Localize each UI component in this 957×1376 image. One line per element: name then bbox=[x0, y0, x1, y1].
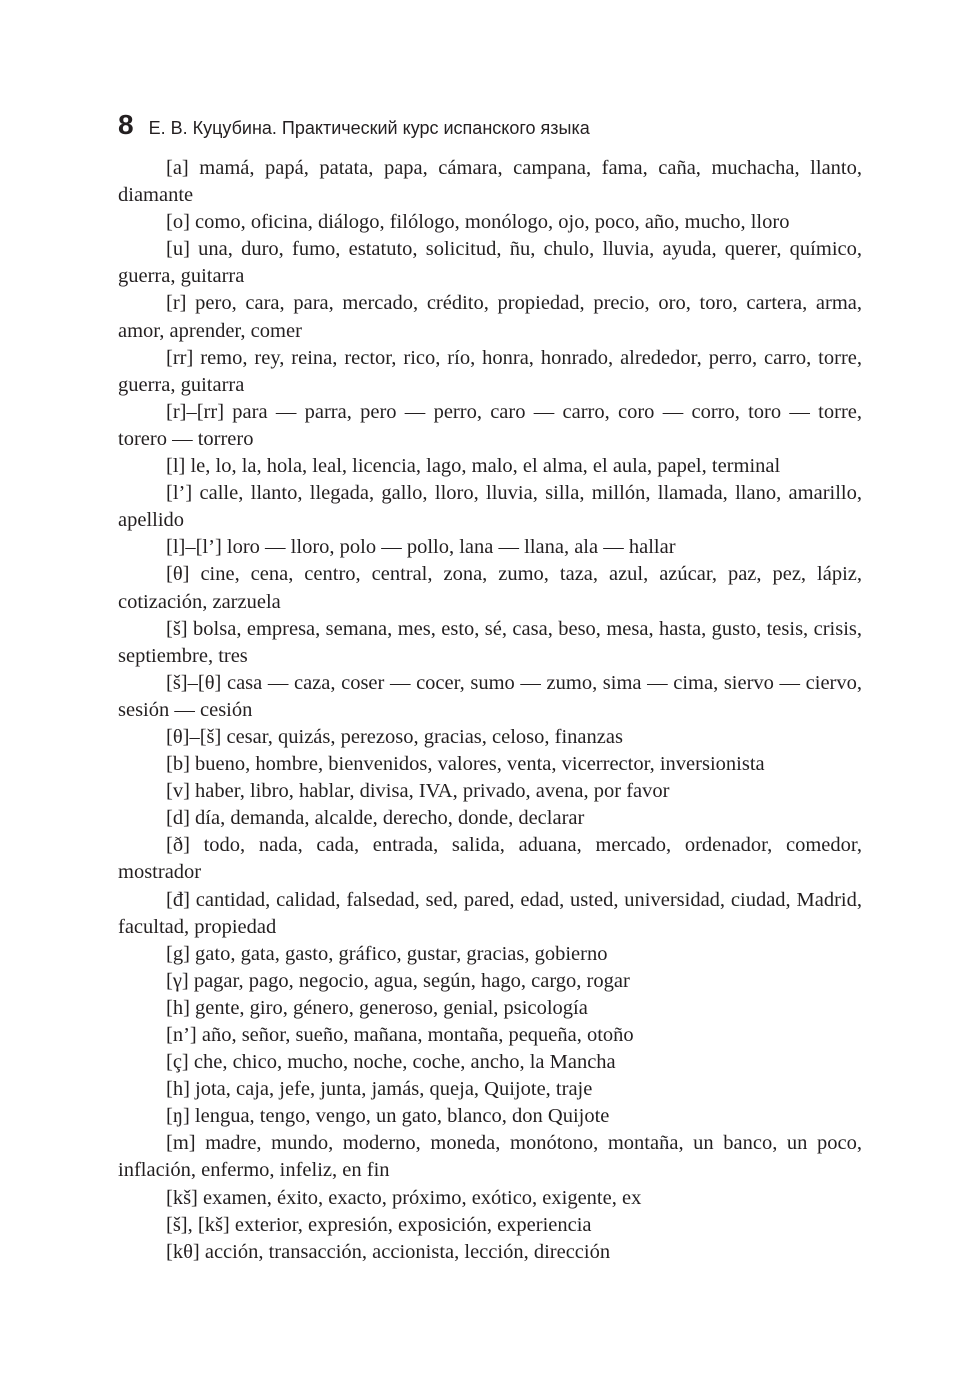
entry-paragraph: [ð] todo, nada, cada, entrada, salida, aduana, mercado, ordenador, comedor, mostrador bbox=[118, 834, 862, 884]
entry-paragraph: [h] gente, giro, género, generoso, genial, psicología bbox=[166, 996, 588, 1019]
entry-paragraph: [o] como, oficina, diálogo, filólogo, monólogo, ojo, poco, año, mucho, lloro bbox=[166, 211, 790, 234]
entry-paragraph: [š] bolsa, empresa, semana, mes, esto, sé, casa, beso, mesa, hasta, gusto, tesis, crisis, septiembre, tres bbox=[118, 617, 862, 667]
entry-paragraph: [u] una, duro, fumo, estatuto, solicitud, ñu, chulo, lluvia, ayuda, querer, químico, guerra, guitarra bbox=[118, 238, 862, 288]
entry-paragraph: [ç] che, chico, mucho, noche, coche, ancho, la Mancha bbox=[166, 1051, 616, 1074]
entry-paragraph: [a] mamá, papá, patata, papa, cámara, campana, fama, caña, muchacha, llanto, diamante bbox=[118, 157, 862, 207]
entry-paragraph: [rr] remo, rey, reina, rector, rico, río, honra, honrado, alrededor, perro, carro, torre, guerra, guitarra bbox=[118, 346, 862, 396]
entry-paragraph: [r]–[rr] para — parra, pero — perro, caro — carro, coro — corro, toro — torre, torero — torrero bbox=[118, 400, 862, 450]
entry-paragraph: [h] jota, caja, jefe, junta, jamás, queja, Quijote, traje bbox=[166, 1078, 593, 1101]
entry-paragraph: [r] pero, cara, para, mercado, crédito, propiedad, precio, oro, toro, cartera, arma, amor, aprender, comer bbox=[118, 292, 862, 342]
page-number: 8 bbox=[118, 109, 134, 140]
entry-paragraph: [v] haber, libro, hablar, divisa, IVA, privado, avena, por favor bbox=[166, 780, 670, 803]
running-title: Е. В. Куцубина. Практический курс испанского языка bbox=[148, 118, 590, 138]
entry-paragraph: [ŋ] lengua, tengo, vengo, un gato, blanco, don Quijote bbox=[166, 1105, 610, 1128]
entry-paragraph: [θ]–[š] cesar, quizás, perezoso, gracias, celoso, finanzas bbox=[166, 725, 623, 748]
entry-paragraph: [m] madre, mundo, moderno, moneda, monótono, montaña, un banco, un poco, inflación, enfermo, infeliz, en fin bbox=[118, 1132, 862, 1182]
phonetics-word-list bbox=[118, 155, 862, 1266]
entry-paragraph: [kš] examen, éxito, exacto, próximo, exótico, exigente, ex bbox=[166, 1186, 642, 1209]
entry-paragraph: [š]–[θ] casa — caza, coser — cocer, sumo — zumo, sima — cima, siervo — ciervo, sesión — cesión bbox=[118, 671, 862, 721]
entry-paragraph: [n’] año, señor, sueño, mañana, montaña, pequeña, otoño bbox=[166, 1024, 634, 1046]
entry-paragraph: [kθ] acción, transacción, accionista, lección, dirección bbox=[166, 1240, 611, 1263]
entry-paragraph: [l’] calle, llanto, llegada, gallo, lloro, lluvia, silla, millón, llamada, llano, amarillo, apellido bbox=[118, 482, 862, 532]
entry-paragraph: [γ] pagar, pago, negocio, agua, según, hago, cargo, rogar bbox=[166, 969, 630, 992]
entry-paragraph: [g] gato, gata, gasto, gráfico, gustar, gracias, gobierno bbox=[166, 942, 608, 965]
entry-paragraph: [l] le, lo, la, hola, leal, licencia, lago, malo, el alma, el aula, papel, terminal bbox=[166, 455, 781, 478]
entry-paragraph: [d] día, demanda, alcalde, derecho, donde, declarar bbox=[166, 807, 585, 830]
entry-paragraph: [θ] cine, cena, centro, central, zona, zumo, taza, azul, azúcar, paz, pez, lápiz, cotización, zarzuela bbox=[118, 563, 862, 613]
entry-paragraph: [l]–[l’] loro — lloro, polo — pollo, lana — llana, ala — hallar bbox=[166, 536, 676, 559]
entry-paragraph: [š], [kš] exterior, expresión, exposición, experiencia bbox=[166, 1213, 592, 1236]
entry-paragraph: [đ] cantidad, calidad, falsedad, sed, pared, edad, usted, universidad, ciudad, Madrid, facultad, propiedad bbox=[118, 888, 862, 938]
entry-paragraph: [b] bueno, hombre, bienvenidos, valores, venta, vicerrector, inversionista bbox=[166, 753, 765, 776]
page-header bbox=[118, 108, 590, 145]
